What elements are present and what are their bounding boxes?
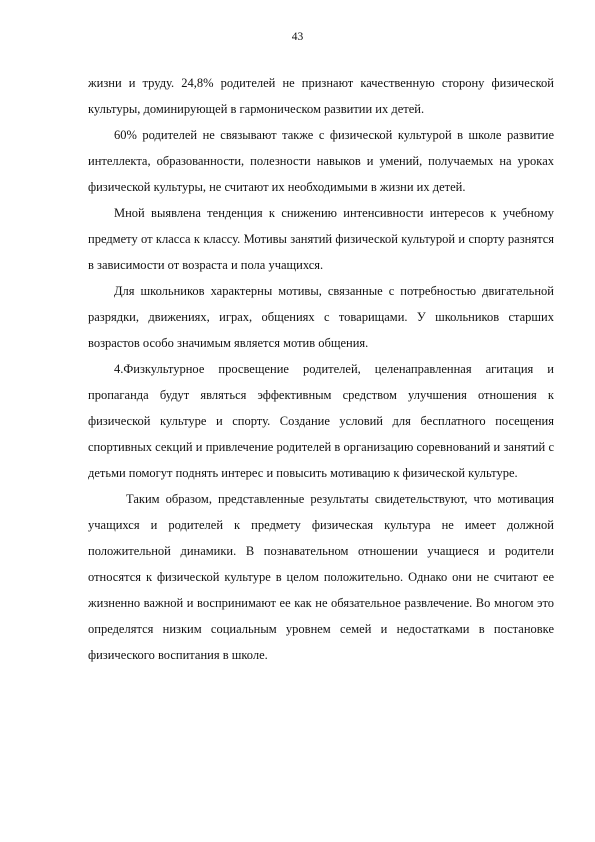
document-body: [88, 70, 554, 668]
paragraph-continuation: жизни и труду. 24,8% родителей не признают качественную сторону физической культуры, доминирующей в гармоническом развитии их детей.: [88, 76, 554, 116]
paragraph-interest-trend: Мной выявлена тенденция к снижению интенсивности интересов к учебному предмету от класса к классу. Мотивы занятий физической культурой и спорту разнятся в зависимости от возраста и пола учащихся.: [88, 206, 554, 272]
paragraph-parents-intellect: 60% родителей не связывают также с физической культурой в школе развитие интеллекта, образованности, полезности навыков и умений, получаемых на уроках физической культуры, не считают их необходимыми в жизни их детей.: [88, 128, 554, 194]
paragraph-conclusion: Таким образом, представленные результаты свидетельствуют, что мотивация учащихся и родителей к предмету физическая культура не имеет должной положительной динамики. В познавательном отношении учащиеся и родители относятся к физической культуре в целом положительно. Однако они не считают ее жизненно важной и воспринимают ее как не обязательное развлечение. Во многом это определятся низким социальным уровнем семей и недостатками в постановке физического воспитания в школе.: [88, 492, 554, 662]
page-number: 43: [291, 31, 304, 43]
paragraph-parent-education: 4.Физкультурное просвещение родителей, целенаправленная агитация и пропаганда будут являться эффективным средством улучшения отношения к физической культуре и спорту. Создание условий для бесплатного посещения спортивных секций и привлечение родителей в организацию соревнований и занятий с детьми помогут поднять интерес и повысить мотивацию к физической культуре.: [88, 362, 554, 480]
paragraph-student-motives: Для школьников характерны мотивы, связанные с потребностью двигательной разрядки, движениях, играх, общениях с товарищами. У школьников старших возрастов особо значимым является мотив общения.: [88, 284, 554, 350]
